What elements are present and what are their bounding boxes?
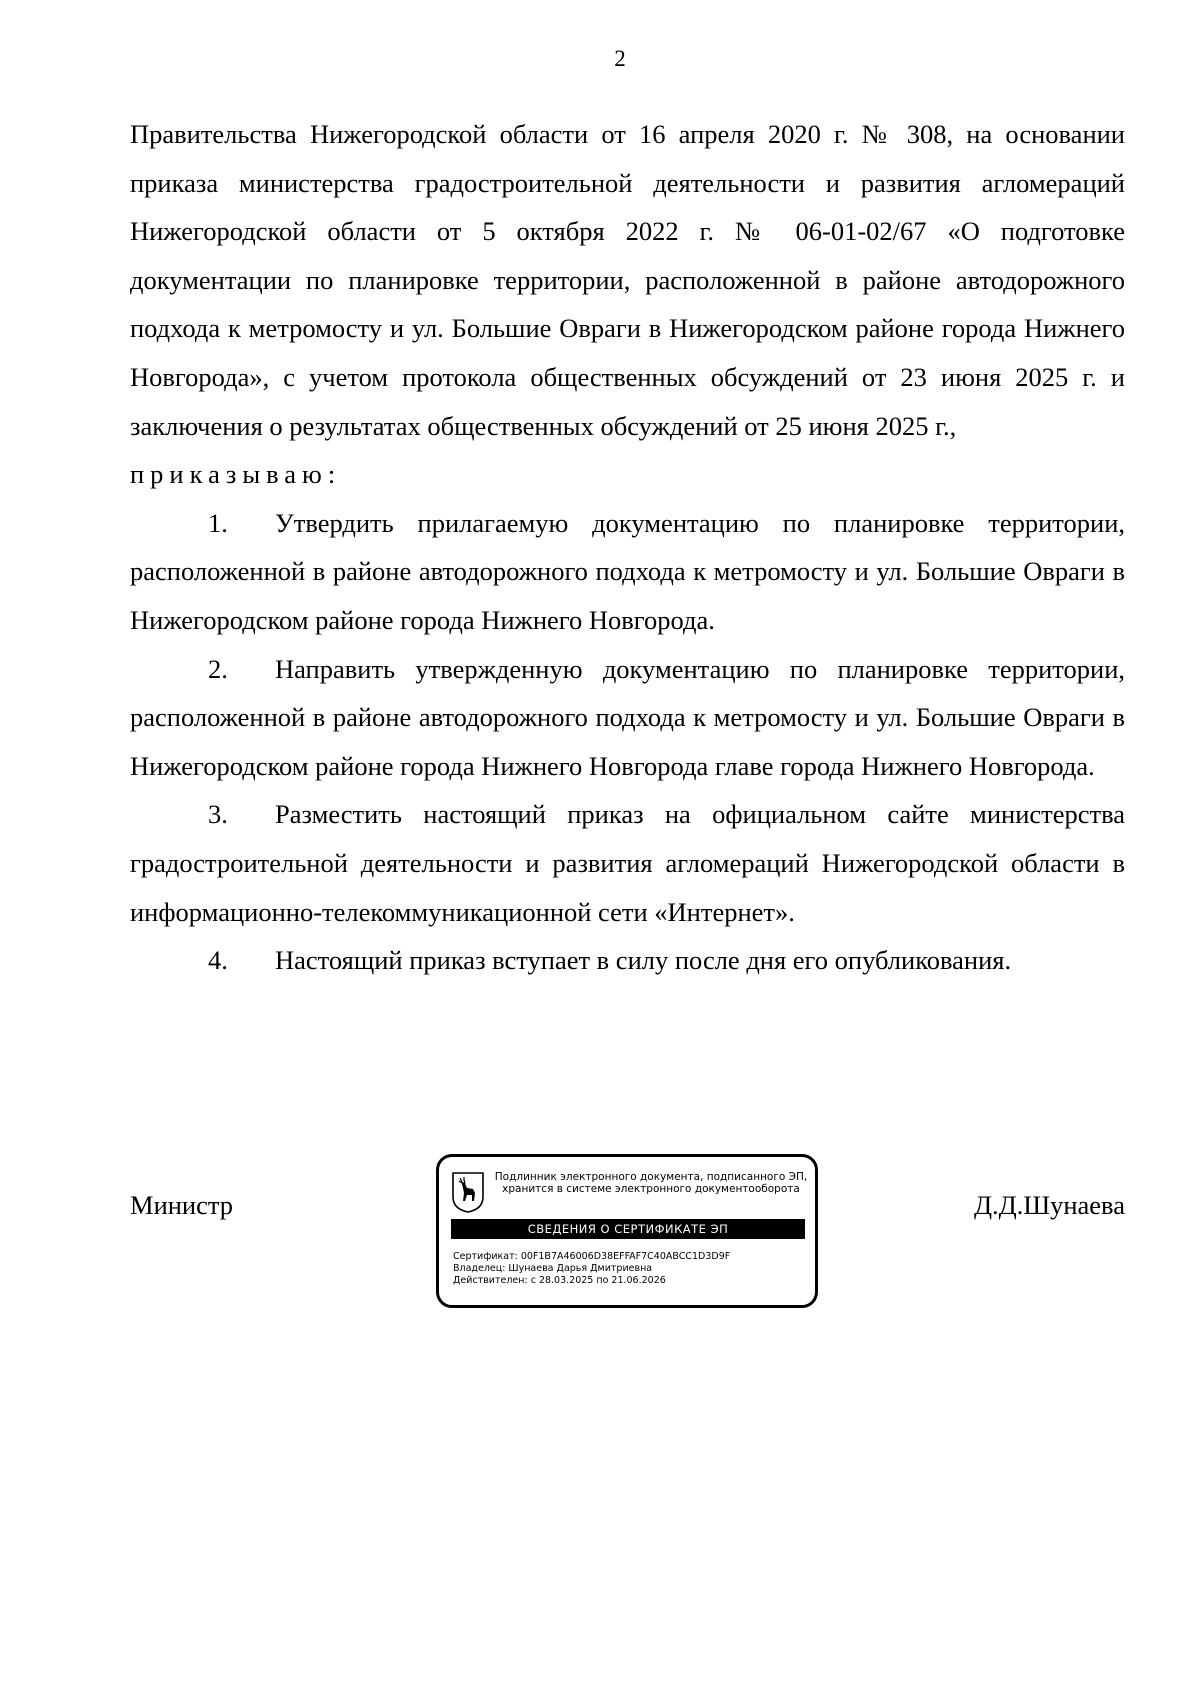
order-item-1 — [130, 499, 1125, 645]
certificate-details — [453, 1251, 809, 1287]
page-number: 2 — [614, 46, 626, 71]
item-text: Разместить настоящий приказ на официальном сайте министерства градостроительной деятельности и развития агломераций Нижегородской области в информационно-телекоммуникационной сети «Интернет». — [130, 799, 1125, 927]
deer-coat-of-arms-icon — [451, 1171, 485, 1213]
order-item-3 — [130, 790, 1125, 936]
document-body — [130, 110, 1125, 985]
order-item-2 — [130, 645, 1125, 791]
electronic-signature-stamp — [436, 1154, 818, 1308]
certificate-owner: Владелец: Шунаева Дарья Дмитриевна — [453, 1263, 653, 1274]
stamp-header-line: хранится в системе электронного документооборота — [502, 1183, 800, 1195]
item-text: Настоящий приказ вступает в силу после дня его опубликования. — [275, 945, 1012, 976]
stamp-header-line: Подлинник электронного документа, подписанного ЭП, — [494, 1171, 808, 1183]
item-number: 1. — [208, 507, 228, 538]
signer-position: Министр — [130, 1190, 234, 1220]
item-text: Утвердить прилагаемую документацию по планировке территории, расположенной в районе автодорожного подхода к метромосту и ул. Большие Овраги в Нижегородском районе города Нижнего Новгорода. — [130, 507, 1125, 635]
certificate-info-bar: СВЕДЕНИЯ О СЕРТИФИКАТЕ ЭП — [451, 1219, 805, 1239]
order-item-4 — [130, 936, 1125, 985]
item-number: 3. — [208, 799, 228, 830]
signer-name: Д.Д.Шунаева — [973, 1190, 1125, 1220]
certificate-number: Сертификат: 00F1B7A46006D38EFFAF7C40ABCC1D3D9F — [453, 1251, 731, 1262]
item-number: 4. — [208, 945, 228, 976]
order-word: приказываю: — [130, 459, 342, 490]
item-number: 2. — [208, 653, 228, 684]
certificate-validity: Действителен: с 28.03.2025 по 21.06.2026 — [453, 1275, 666, 1286]
item-text: Направить утвержденную документацию по планировке территории, расположенной в районе автодорожного подхода к метромосту и ул. Большие Овраги в Нижегородском районе города Нижнего Новгорода главе города Нижнего Новгорода. — [130, 653, 1125, 781]
stamp-header — [491, 1171, 811, 1195]
intro-paragraph: Правительства Нижегородской области от 16 апреля 2020 г. № 308, на основании приказа министерства градостроительной деятельности и развития агломераций Нижегородской области от 5 октября 2022 г. № 06-01-02/67 «О подготовке документации по планировке территории, расположенной в районе автодорожного подхода к метромосту и ул. Большие Овраги в Нижегородском районе города Нижнего Новгорода», с учетом протокола общественных обсуждений от 23 июня 2025 г. и заключения о результатах общественных обсуждений от 25 июня 2025 г., — [130, 119, 1125, 441]
